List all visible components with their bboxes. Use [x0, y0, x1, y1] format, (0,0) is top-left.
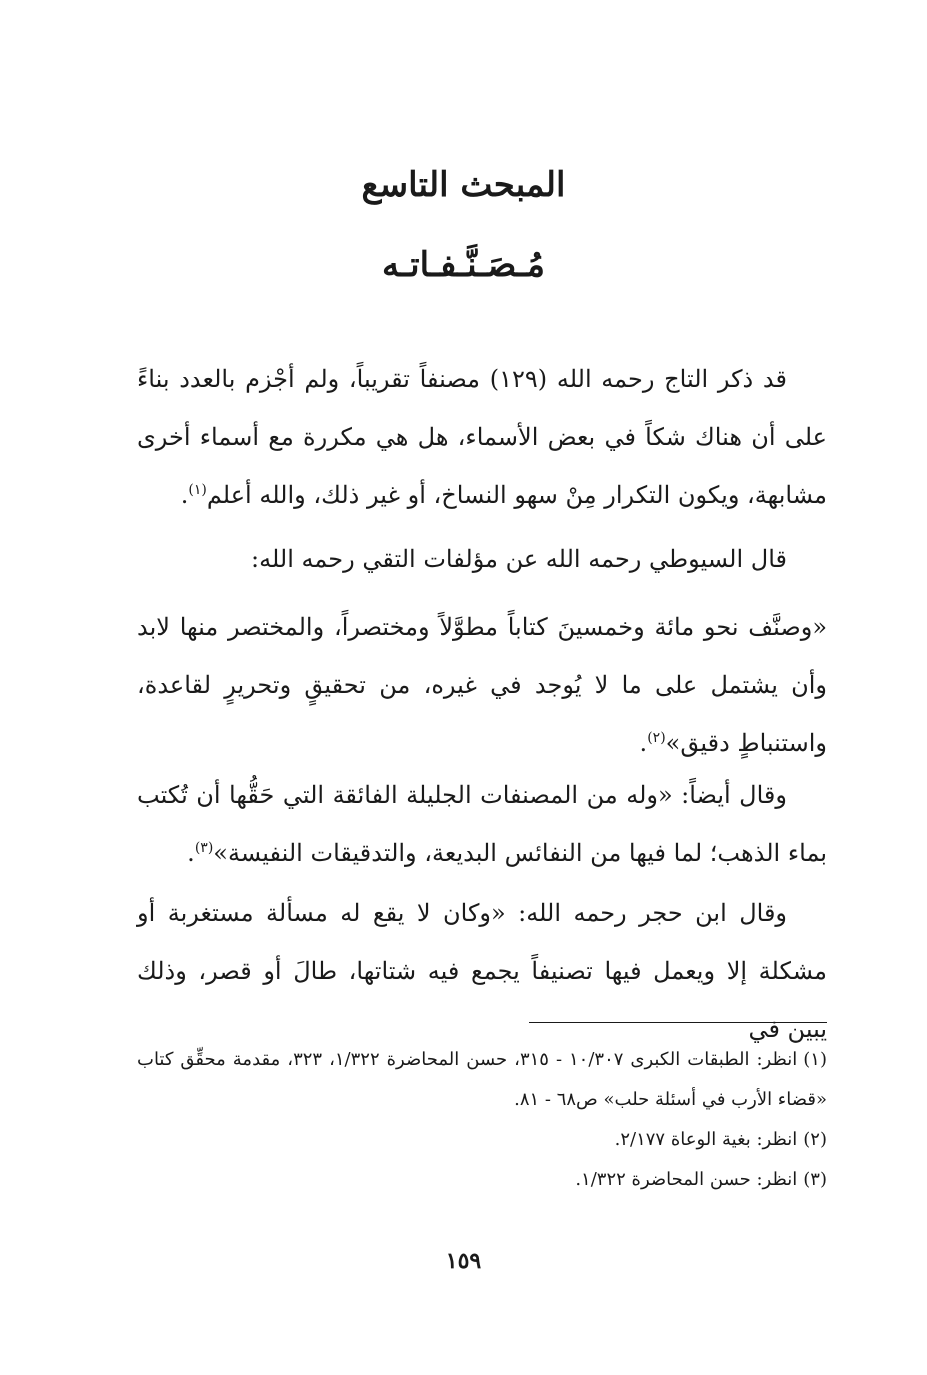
footnote-1 — [137, 1040, 827, 1120]
footnote-ref-1[interactable]: (١) — [188, 482, 207, 498]
paragraph-3-end: . — [639, 729, 648, 757]
footnote-3-number: (٣) — [803, 1169, 827, 1190]
footnote-2-number: (٢) — [803, 1129, 827, 1150]
paragraph-1-text: قد ذكر التاج رحمه الله (١٢٩) مصنفاً تقريباً، ولم أجْزم بالعدد بناءً على أن هناك شكاً في بعض الأسماء، هل هي مكررة مع أسماء أخرى مشابهة، ويكون التكرار مِنْ سهو النساخ، أو غير ذلك، والله أعلم — [137, 365, 827, 509]
footnote-divider — [529, 1022, 827, 1023]
paragraph-3-text: «وصنَّف نحو مائة وخمسينَ كتاباً مطوَّلاً ومختصراً، والمختصر منها لابد وأن يشتمل على ما لا يُوجد في غيره، من تحقيقٍ وتحريرٍ لقاعدة، واستنباطٍ دقيق» — [137, 613, 827, 757]
paragraph-1-end: . — [180, 481, 189, 509]
paragraph-4 — [137, 766, 827, 882]
paragraph-2-text: قال السيوطي رحمه الله عن مؤلفات التقي رحمه الله: — [251, 545, 787, 573]
footnote-1-text: انظر: الطبقات الكبرى ١٠/٣٠٧ - ٣١٥، حسن المحاضرة ١/٣٢٢، ٣٢٣، مقدمة محقِّق كتاب «قضاء الأرب في أسئلة حلب» ص٦٨ - ٨١. — [137, 1049, 827, 1110]
footnote-ref-3[interactable]: (٣) — [194, 840, 214, 856]
footnote-3-text: انظر: حسن المحاضرة ١/٣٢٢. — [575, 1169, 798, 1190]
footnote-1-number: (١) — [803, 1049, 827, 1070]
topic-title: مُـصَـنَّـفـاتـه — [381, 245, 545, 285]
footnote-2-text: انظر: بغية الوعاة ٢/١٧٧. — [614, 1129, 798, 1150]
paragraph-3-quote — [137, 598, 827, 772]
footnote-ref-2[interactable]: (٢) — [647, 730, 666, 746]
paragraph-4-end: . — [187, 839, 195, 867]
paragraph-5 — [137, 884, 827, 1058]
footnote-2 — [137, 1120, 827, 1160]
paragraph-1 — [137, 350, 827, 524]
page-number: ١٥٩ — [445, 1248, 482, 1274]
footnotes-list — [137, 1040, 827, 1200]
paragraph-5-text: وقال ابن حجر رحمه الله: «وكان لا يقع له مسألة مستغربة أو مشكلة إلا ويعمل فيها تصنيفاً يجمع فيه شتاتها، طالَ أو قصر، وذلك يبين في — [137, 899, 827, 1043]
footnote-3 — [137, 1160, 827, 1200]
paragraph-2 — [137, 530, 827, 588]
chapter-title: المبحث التاسع — [361, 165, 566, 205]
paragraph-4-text: وقال أيضاً: «وله من المصنفات الجليلة الفائقة التي حَقُّها أن تُكتب بماء الذهب؛ لما فيها من النفائس البديعة، والتدقيقات النفيسة» — [137, 781, 827, 867]
